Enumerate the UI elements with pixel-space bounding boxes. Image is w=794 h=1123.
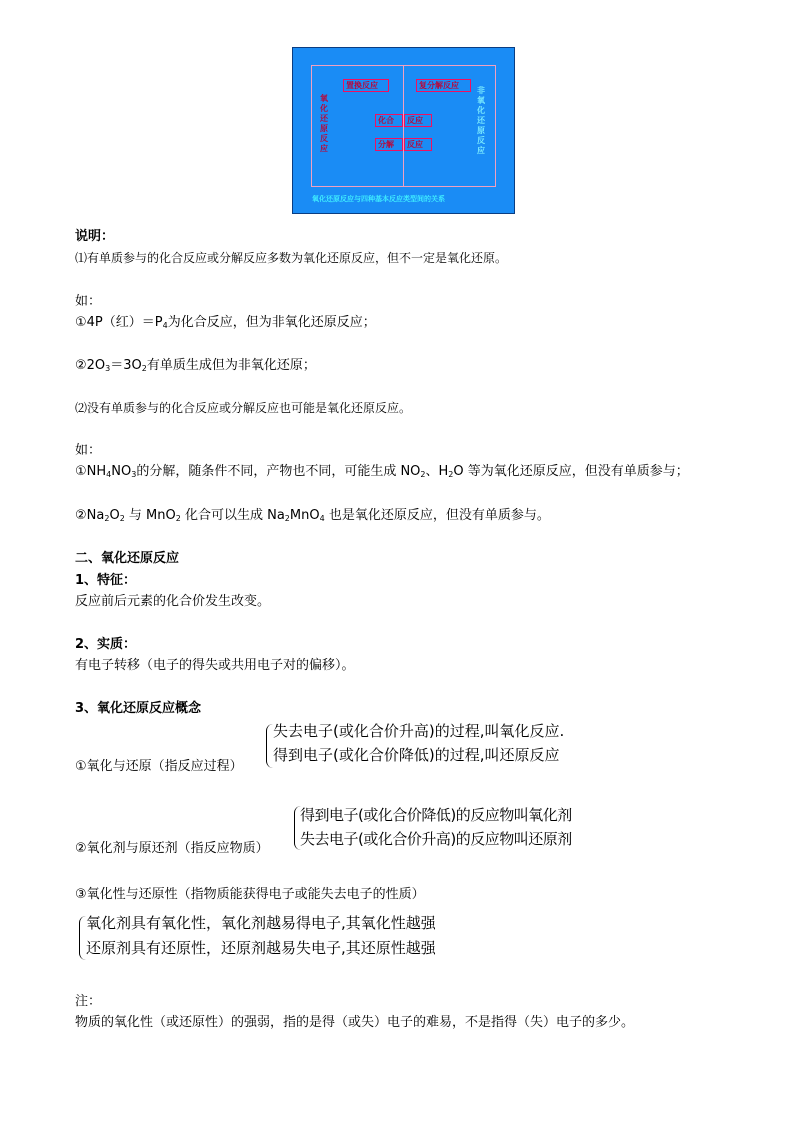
essence-text: 有电子转移（电子的得失或共用电子对的偏移）。 [75, 658, 355, 673]
non-redox-side-label: 非氧化还原反应 [477, 86, 485, 155]
example-intro-2: 如： [75, 443, 102, 458]
concept-1-brace [266, 724, 273, 768]
concept-3-line-2: 还原剂具有还原性，还原剂越易失电子,其还原性越强 [86, 939, 436, 957]
concept-3-line-1: 氧化剂具有氧化性，氧化剂越易得电子,其氧化性越强 [86, 914, 436, 932]
concept-1-line-2: 得到电子(或化合价降低)的过程,叫还原反应 [273, 746, 560, 764]
note-1: ⑴有单质参与的化合反应或分解反应多数为氧化还原反应，但不一定是氧化还原。 [75, 251, 508, 265]
concept-3-brace [79, 916, 86, 960]
double-decomposition-label: 复分解反应 [419, 81, 459, 90]
example-3: $①NH_4NO_3$的分解，随条件不同，产物也不同，可能生成 $NO_2$、$H_2O$ 等为氧化还原反应，但没有单质参与； [75, 464, 689, 479]
decomposition-label-a: 分解 [378, 140, 394, 149]
concept-heading: 3、氧化还原反应概念 [75, 701, 202, 716]
note-2: ⑵没有单质参与的化合反应或分解反应也可能是氧化还原反应。 [75, 401, 412, 415]
example-2: $②2O_3=3O_2$有单质生成但为非氧化还原； [75, 358, 316, 373]
concept-2-line-1: 得到电子(或化合价降低)的反应物叫氧化剂 [300, 806, 572, 824]
note-title: 说明： [75, 229, 115, 244]
feature-heading: 1、特征： [75, 573, 137, 588]
note-heading: 注： [75, 994, 102, 1009]
note-text: 物质的氧化性（或还原性）的强弱，指的是得（或失）电子的难易，不是指得（失）电子的多少。 [75, 1015, 635, 1030]
concept-1-line-1: 失去电子(或化合价升高)的过程,叫氧化反应. [273, 722, 565, 740]
concept-3-label: ③氧化性与还原性（指物质能获得电子或能失去电子的性质） [75, 887, 425, 902]
redox-side-label: 氧化还原反应 [320, 94, 328, 153]
example-4: $②Na_2O_2$ 与 MnO$_2$ 化合可以生成 $Na_2MnO_4$ 也是氧化还原反应，但没有单质参与。 [75, 508, 550, 523]
replacement-label: 置换反应 [346, 81, 378, 90]
essence-heading: 2、实质： [75, 637, 137, 652]
feature-text: 反应前后元素的化合价发生改变。 [75, 594, 271, 609]
combination-label-a: 化合 [378, 116, 394, 125]
redox-relationship-diagram [292, 47, 515, 214]
combination-label-b: 反应 [407, 116, 423, 125]
example-intro-1: 如： [75, 294, 102, 309]
section-heading: 二、氧化还原反应 [75, 551, 180, 566]
example-1: ①4P（红）$=P_4$为化合反应，但为非氧化还原反应； [75, 315, 376, 330]
decomposition-label-b: 反应 [407, 140, 423, 149]
concept-2-line-2: 失去电子(或化合价升高)的反应物叫还原剂 [300, 830, 572, 848]
concept-1-label: ①氧化与还原（指反应过程） [75, 759, 243, 774]
concept-2-label: ②氧化剂与原还剂（指反应物质） [75, 841, 269, 856]
diagram-caption: 氧化还原反应与四种基本反应类型间的关系 [312, 195, 445, 203]
